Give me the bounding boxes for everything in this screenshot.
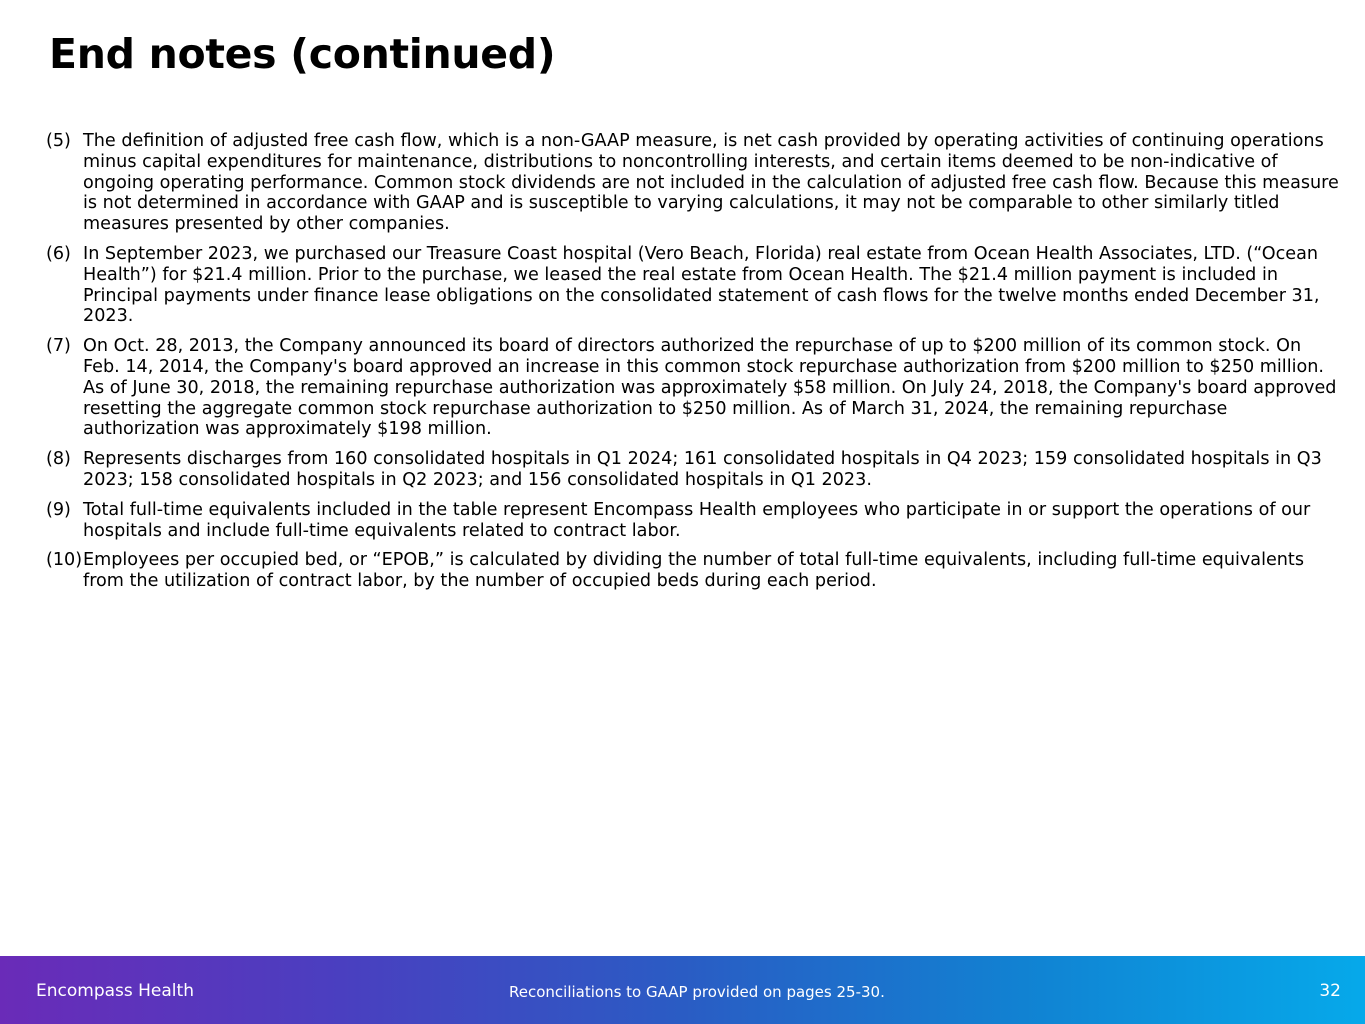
note-number-label: (9) (46, 499, 71, 520)
footer-bar (0, 956, 1365, 1024)
note-number (34, 244, 83, 265)
note-text: The definition of adjusted free cash flow, which is a non-GAAP measure, is net cash provided by operating activities of continuing operations minus capital expenditures for maintenance, distributions to noncontrolling interests, and certain items deemed to be non-indicative of ongoing operating performance. Common stock dividends are not included in the calculation of adjusted free cash flow. Because this measure is not determined in accordance with GAAP and is susceptible to varying calculations, it may not be comparable to other similarly titled measures presented by other companies. (83, 131, 1339, 235)
note-number-label: (7) (46, 336, 71, 357)
end-note-9 (34, 500, 1339, 542)
end-note-7 (34, 336, 1339, 440)
note-number (34, 449, 83, 470)
end-note-6 (34, 244, 1339, 327)
end-note-8 (34, 449, 1339, 491)
note-number (34, 500, 83, 521)
note-text: Employees per occupied bed, or “EPOB,” is calculated by dividing the number of total full-time equivalents, including full-time equivalents from the utilization of contract labor, by the number of occupied beds during each period. (83, 550, 1304, 592)
end-notes-list (34, 131, 1339, 601)
note-text: In September 2023, we purchased our Treasure Coast hospital (Vero Beach, Florida) real estate from Ocean Health Associates, LTD. (“Ocean Health”) for $21.4 million. Prior to the purchase, we leased the real estate from Ocean Health. The $21.4 million payment is included in Principal payments under finance lease obligations on the consolidated statement of cash flows for the twelve months ended December 31, 2023. (83, 243, 1320, 327)
end-note-5 (34, 131, 1339, 235)
note-number-label: (8) (46, 449, 71, 470)
note-text: Total full-time equivalents included in the table represent Encompass Health employees who participate in or support the operations of our hospitals and include full-time equivalents related to contract labor. (83, 499, 1311, 541)
note-number-label: (6) (46, 243, 71, 264)
footer-brand: Encompass Health (36, 981, 194, 1001)
page-title: End notes (continued) (49, 30, 556, 78)
note-text: On Oct. 28, 2013, the Company announced its board of directors authorized the repurchase of up to $200 million of its common stock. On Feb. 14, 2014, the Company's board approved an increase in this common stock repurchase authorization from $200 million to $250 million. As of June 30, 2018, the remaining repurchase authorization was approximately $58 million. On July 24, 2018, the Company's board approved resetting the aggregate common stock repurchase authorization to $250 million. As of March 31, 2024, the remaining repurchase authorization was approximately $198 million. (83, 336, 1337, 440)
note-number (34, 336, 83, 357)
note-number-label: (10) (46, 550, 83, 571)
note-text: Represents discharges from 160 consolidated hospitals in Q1 2024; 161 consolidated hospitals in Q4 2023; 159 consolidated hospitals in Q3 2023; 158 consolidated hospitals in Q2 2023; and 156 consolidated hospitals in Q1 2023. (83, 449, 1322, 490)
note-number (34, 131, 83, 152)
note-number (34, 550, 83, 571)
end-note-10 (34, 550, 1339, 592)
page-number: 32 (1319, 981, 1341, 1001)
footer-gaap-note: Reconciliations to GAAP provided on pages 25-30. (509, 983, 885, 1001)
note-number-label: (5) (46, 131, 71, 151)
